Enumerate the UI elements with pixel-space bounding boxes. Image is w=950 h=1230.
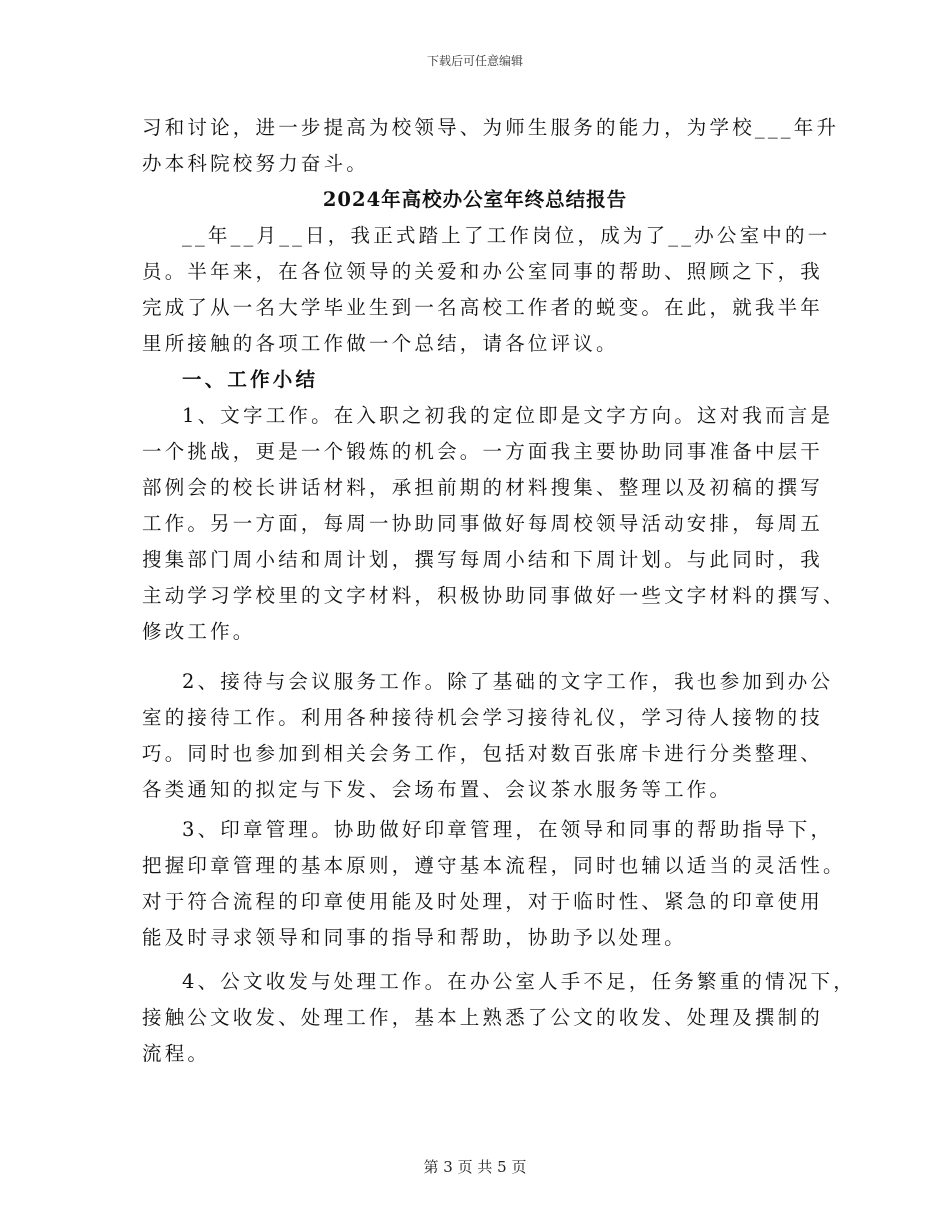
body-line: 3、印章管理。协助做好印章管理，在领导和同事的帮助指导下， [182, 818, 834, 841]
body-line: 员。半年来，在各位领导的关爱和办公室同事的帮助、照顾之下，我 [142, 260, 824, 283]
body-line: 主动学习学校里的文字材料，积极协助同事做好一些文字材料的撰写、 [142, 584, 846, 607]
body-line: 里所接触的各项工作做一个总结，请各位评议。 [142, 332, 619, 355]
body-line: 完成了从一名大学毕业生到一名高校工作者的蜕变。在此，就我半年 [142, 296, 824, 319]
body-line: 1、文字工作。在入职之初我的定位即是文字方向。这对我而言是 [182, 404, 834, 427]
page-number-footer: 第 3 页 共 5 页 [423, 1158, 527, 1176]
body-line: 一个挑战，更是一个锻炼的机会。一方面我主要协助同事准备中层干 [142, 440, 824, 463]
body-line: 各类通知的拟定与下发、会场布置、会议茶水服务等工作。 [142, 778, 733, 801]
body-line: 习和讨论，进一步提高为校领导、为师生服务的能力，为学校___年升 [142, 116, 840, 139]
section-heading: 一、工作小结 [182, 368, 319, 391]
body-line: 巧。同时也参加到相关会务工作，包括对数百张席卡进行分类整理、 [142, 742, 824, 765]
body-line: 修改工作。 [142, 620, 256, 643]
document-title: 2024年高校办公室年终总结报告 [322, 188, 628, 211]
body-line: 能及时寻求领导和同事的指导和帮助，协助予以处理。 [142, 926, 687, 949]
body-line: 办本科院校努力奋斗。 [142, 152, 370, 175]
body-line: 工作。另一方面，每周一协助同事做好每周校领导活动安排，每周五 [142, 512, 824, 535]
body-line: 2、接待与会议服务工作。除了基础的文字工作，我也参加到办公 [182, 670, 834, 693]
body-line: 搜集部门周小结和周计划，撰写每周小结和下周计划。与此同时，我 [142, 548, 824, 571]
body-line: 4、公文收发与处理工作。在办公室人手不足，任务繁重的情况下， [182, 970, 856, 993]
body-line: 接触公文收发、处理工作，基本上熟悉了公文的收发、处理及撰制的 [142, 1006, 824, 1029]
body-line: 部例会的校长讲话材料，承担前期的材料搜集、整理以及初稿的撰写 [142, 476, 824, 499]
body-line: 室的接待工作。利用各种接待机会学习接待礼仪，学习待人接物的技 [142, 706, 824, 729]
body-line: 对于符合流程的印章使用能及时处理，对于临时性、紧急的印章使用 [142, 890, 824, 913]
body-line: 流程。 [142, 1042, 211, 1065]
body-line: 把握印章管理的基本原则，遵守基本流程，同时也辅以适当的灵活性。 [142, 854, 846, 877]
body-line: __年__月__日，我正式踏上了工作岗位，成为了__办公室中的一 [182, 224, 831, 247]
page-header: 下载后可任意编辑 [426, 54, 523, 68]
